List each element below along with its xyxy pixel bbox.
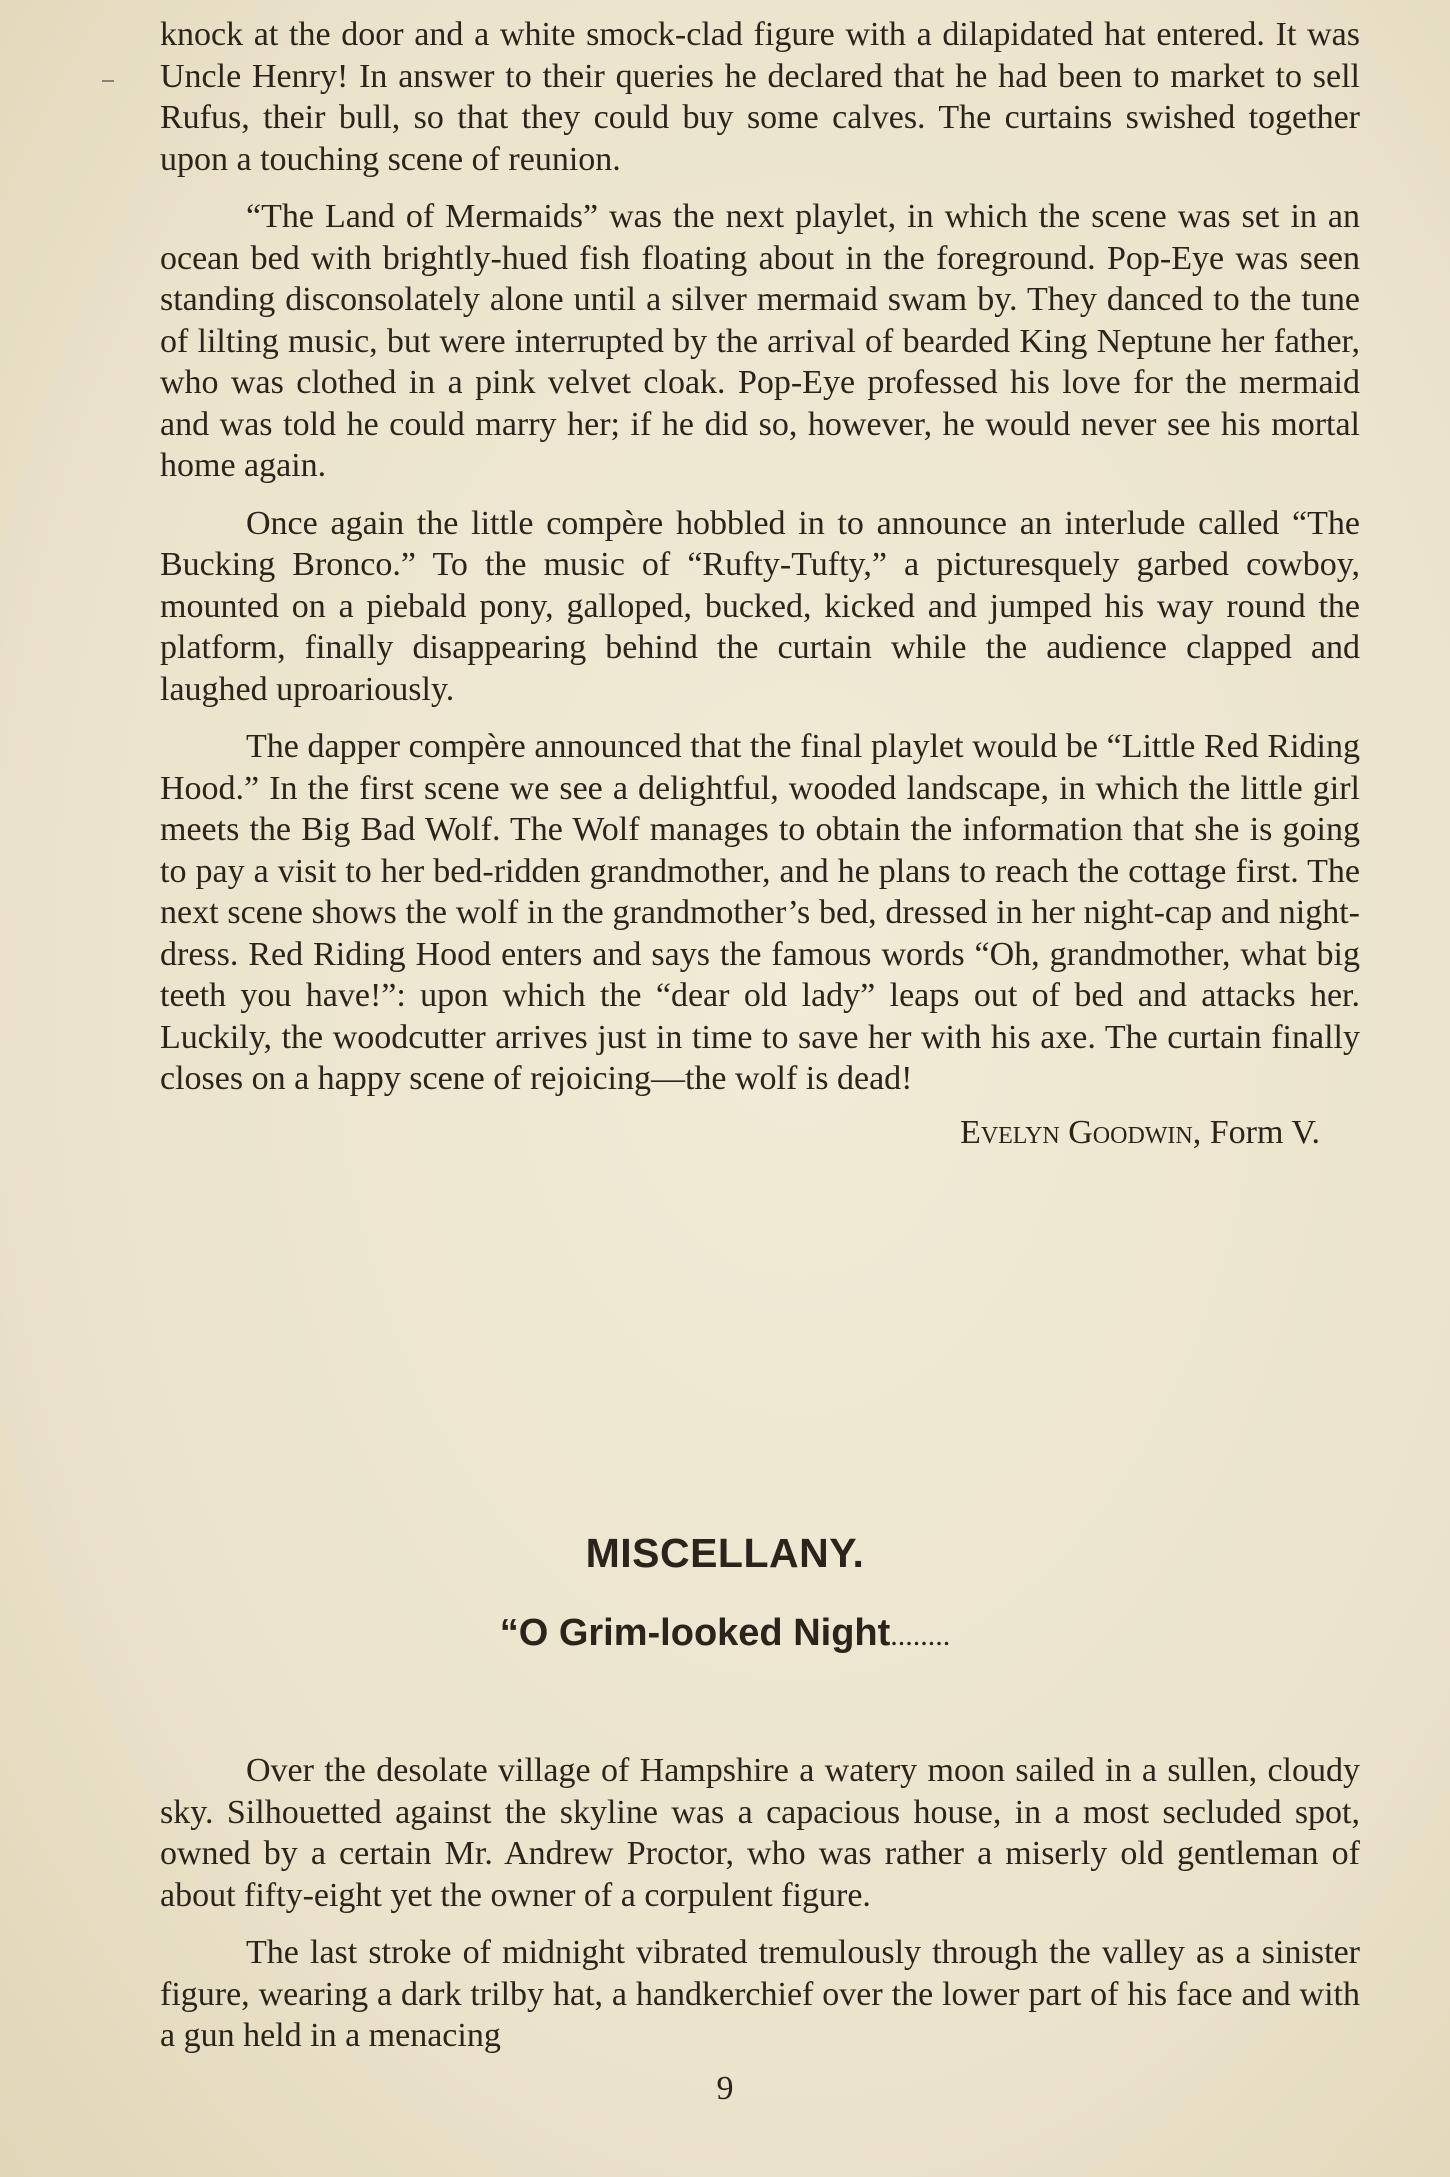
article-paragraph: The dapper compère announced that the final playlet would be “Little Red Riding Hood.” In the first scene we see a delightful, wooded landscape, in which the little girl meets the Big Bad Wolf. The Wolf manages to obtain the information that she is going to pay a visit to her bed-ridden grandmother, and he plans to reach the cottage first. The next scene shows the wolf in the grandmother’s bed, dressed in her night-cap and night-dress. Red Riding Hood enters and says the famous words “Oh, grandmother, what big teeth you have!”: upon which the “dear old lady” leaps out of bed and attacks her. Luckily, the woodcutter arrives just in time to save her with his axe. The curtain finally closes on a happy scene of rejoicing—the wolf is dead! (160, 728, 1360, 1097)
story-title-text: “O Grim-looked Night (499, 1612, 891, 1654)
story-paragraph: Over the desolate village of Hampshire a watery moon sailed in a sullen, cloudy sky. Silhouetted against the skyline was a capacious house, in a most secluded spot, owned by a certain Mr. Andrew Proctor, who was rather a miserly old gentleman of about fifty-eight yet the owner of a corpulent figure. (160, 1752, 1360, 1914)
author-signature (160, 1112, 1360, 1154)
margin-mark (102, 80, 114, 82)
story-title-ellipsis: ........ (890, 1619, 951, 1652)
story-title (0, 1612, 1450, 1655)
article-paragraph: Once again the little compère hobbled in to announce an interlude called “The Bucking Bronco.” To the music of “Rufty-Tufty,” a picturesquely garbed cowboy, mounted on a piebald pony, galloped, bucked, kicked and jumped his way round the platform, finally disappearing behind the curtain while the audience clapped and laughed uproariously. (160, 504, 1360, 708)
article-paragraph: “The Land of Mermaids” was the next playlet, in which the scene was set in an ocean bed with brightly-hued fish floating about in the foreground. Pop-Eye was seen standing disconsolately alone until a silver mermaid swam by. They danced to the tune of lilting music, but were interrupted by the arrival of bearded King Neptune her father, who was clothed in a pink velvet cloak. Pop-Eye professed his love for the mermaid and was told he could marry her; if he did so, however, he would never see his mortal home again. (160, 198, 1360, 484)
article-body (160, 14, 1360, 1153)
page-number: 9 (716, 2070, 734, 2107)
section-heading: MISCELLANY. (585, 1530, 865, 1576)
story-body (160, 1750, 1360, 2073)
author-form: , Form V. (1192, 1113, 1320, 1151)
article-paragraph: knock at the door and a white smock-clad figure with a dilapidated hat entered. It was Uncle Henry! In answer to their queries he declared that he had been to market to sell Rufus, their bull, so that they could buy some calves. The curtains swished together upon a touching scene of reunion. (160, 16, 1360, 178)
author-name: Evelyn Goodwin (960, 1113, 1193, 1151)
story-paragraph: The last stroke of midnight vibrated tremulously through the valley as a sinister figure, wearing a dark trilby hat, a handkerchief over the lower part of his face and with a gun held in a menacing (160, 1934, 1360, 2054)
